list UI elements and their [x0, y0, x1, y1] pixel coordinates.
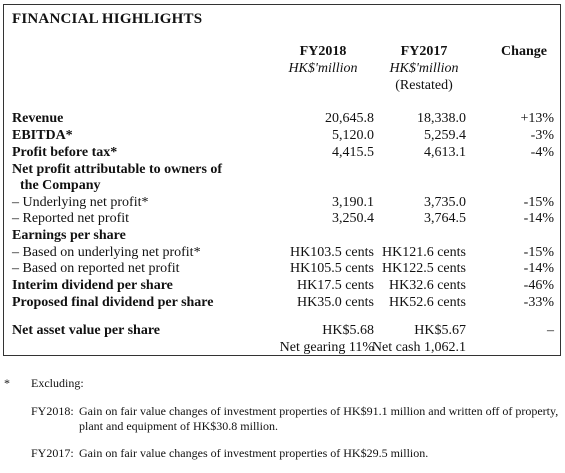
table-row: [12, 111, 558, 127]
change-value: -3%: [530, 128, 554, 143]
change-value: -15%: [523, 245, 554, 260]
row-label: – Reported net profit: [12, 211, 130, 226]
fy2018-value: HK103.5 cents: [290, 245, 374, 260]
fy2017-value: HK$5.67: [414, 323, 466, 338]
fy2018-unit: HK$'million: [288, 61, 358, 76]
table-row: [12, 295, 558, 311]
change-value: -14%: [523, 261, 554, 276]
change-value: –: [547, 323, 554, 338]
column-header-fy2017: [374, 43, 474, 94]
footnote-marker: *: [4, 376, 10, 390]
row-label: – Based on reported net profit: [12, 261, 180, 276]
row-label: – Based on underlying net profit*: [12, 245, 201, 260]
table-row: [12, 261, 558, 277]
footnote-text: Gain on fair value changes of investment properties of HK$29.5 million.: [79, 446, 429, 460]
table-row: [12, 245, 558, 261]
fy2017-value: Net cash 1,062.1: [371, 340, 466, 355]
row-label: Earnings per share: [12, 228, 126, 243]
fy2017-value: HK122.5 cents: [382, 261, 466, 276]
fy2017-value: 4,613.1: [424, 145, 466, 160]
fy2017-unit: HK$'million: [389, 61, 459, 76]
table-row: [12, 340, 558, 356]
row-label: Net asset value per share: [12, 323, 161, 338]
fy2018-value: Net gearing 11%: [279, 340, 374, 355]
table-row: [12, 228, 558, 244]
fy2017-restated-note: (Restated): [395, 78, 453, 93]
fy2018-value: 5,120.0: [332, 128, 374, 143]
change-value: -33%: [523, 295, 554, 310]
footnote-fy2017: [31, 446, 561, 461]
fy2018-value: 20,645.8: [325, 111, 374, 126]
footnote-text: Gain on fair value changes of investment properties of HK$91.1 million and written off of property, plant and equipment of HK$30.8 million.: [79, 404, 559, 433]
table-row: [12, 128, 558, 144]
table-row: [12, 278, 558, 294]
row-label: the Company: [20, 178, 101, 193]
fy2017-value: 3,764.5: [424, 211, 466, 226]
table-row: [12, 178, 558, 194]
fy2017-value: HK52.6 cents: [389, 295, 466, 310]
fy2018-value: 3,190.1: [332, 195, 374, 210]
change-value: -4%: [530, 145, 554, 160]
row-label: – Underlying net profit*: [12, 195, 149, 210]
fy2017-value: 5,259.4: [424, 128, 466, 143]
table-row: [12, 195, 558, 211]
financial-highlights-panel: [3, 4, 561, 356]
table-row: [12, 211, 558, 227]
row-label: Net profit attributable to owners of: [12, 162, 223, 177]
table-row: [12, 323, 558, 339]
fy2018-year: FY2018: [299, 44, 347, 59]
fy2018-value: HK105.5 cents: [290, 261, 374, 276]
change-value: +13%: [520, 111, 554, 126]
change-value: -46%: [523, 278, 554, 293]
table-row: [12, 162, 558, 178]
table-row: [12, 145, 558, 161]
row-label: Revenue: [12, 111, 64, 126]
footnote-intro: Excluding:: [31, 376, 84, 390]
row-label: EBITDA*: [12, 128, 73, 143]
column-header-fy2018: [268, 43, 378, 77]
fy2018-value: 4,415.5: [332, 145, 374, 160]
fy2017-value: 18,338.0: [417, 111, 466, 126]
row-label: Interim dividend per share: [12, 278, 173, 293]
fy2017-year: FY2017: [400, 44, 448, 59]
fy2018-value: HK35.0 cents: [297, 295, 374, 310]
row-label: Profit before tax*: [12, 145, 118, 160]
column-header-change: [492, 43, 556, 60]
change-label: Change: [501, 44, 547, 59]
panel-title: FINANCIAL HIGHLIGHTS: [12, 11, 203, 27]
footnote-fy2018: [31, 404, 561, 434]
footnote-key: FY2018:: [31, 404, 74, 418]
fy2017-value: 3,735.0: [424, 195, 466, 210]
row-label: Proposed final dividend per share: [12, 295, 214, 310]
fy2017-value: HK121.6 cents: [382, 245, 466, 260]
fy2018-value: HK17.5 cents: [297, 278, 374, 293]
fy2018-value: HK$5.68: [322, 323, 374, 338]
fy2018-value: 3,250.4: [332, 211, 374, 226]
footnote-key: FY2017:: [31, 446, 74, 460]
change-value: -15%: [523, 195, 554, 210]
fy2017-value: HK32.6 cents: [389, 278, 466, 293]
change-value: -14%: [523, 211, 554, 226]
